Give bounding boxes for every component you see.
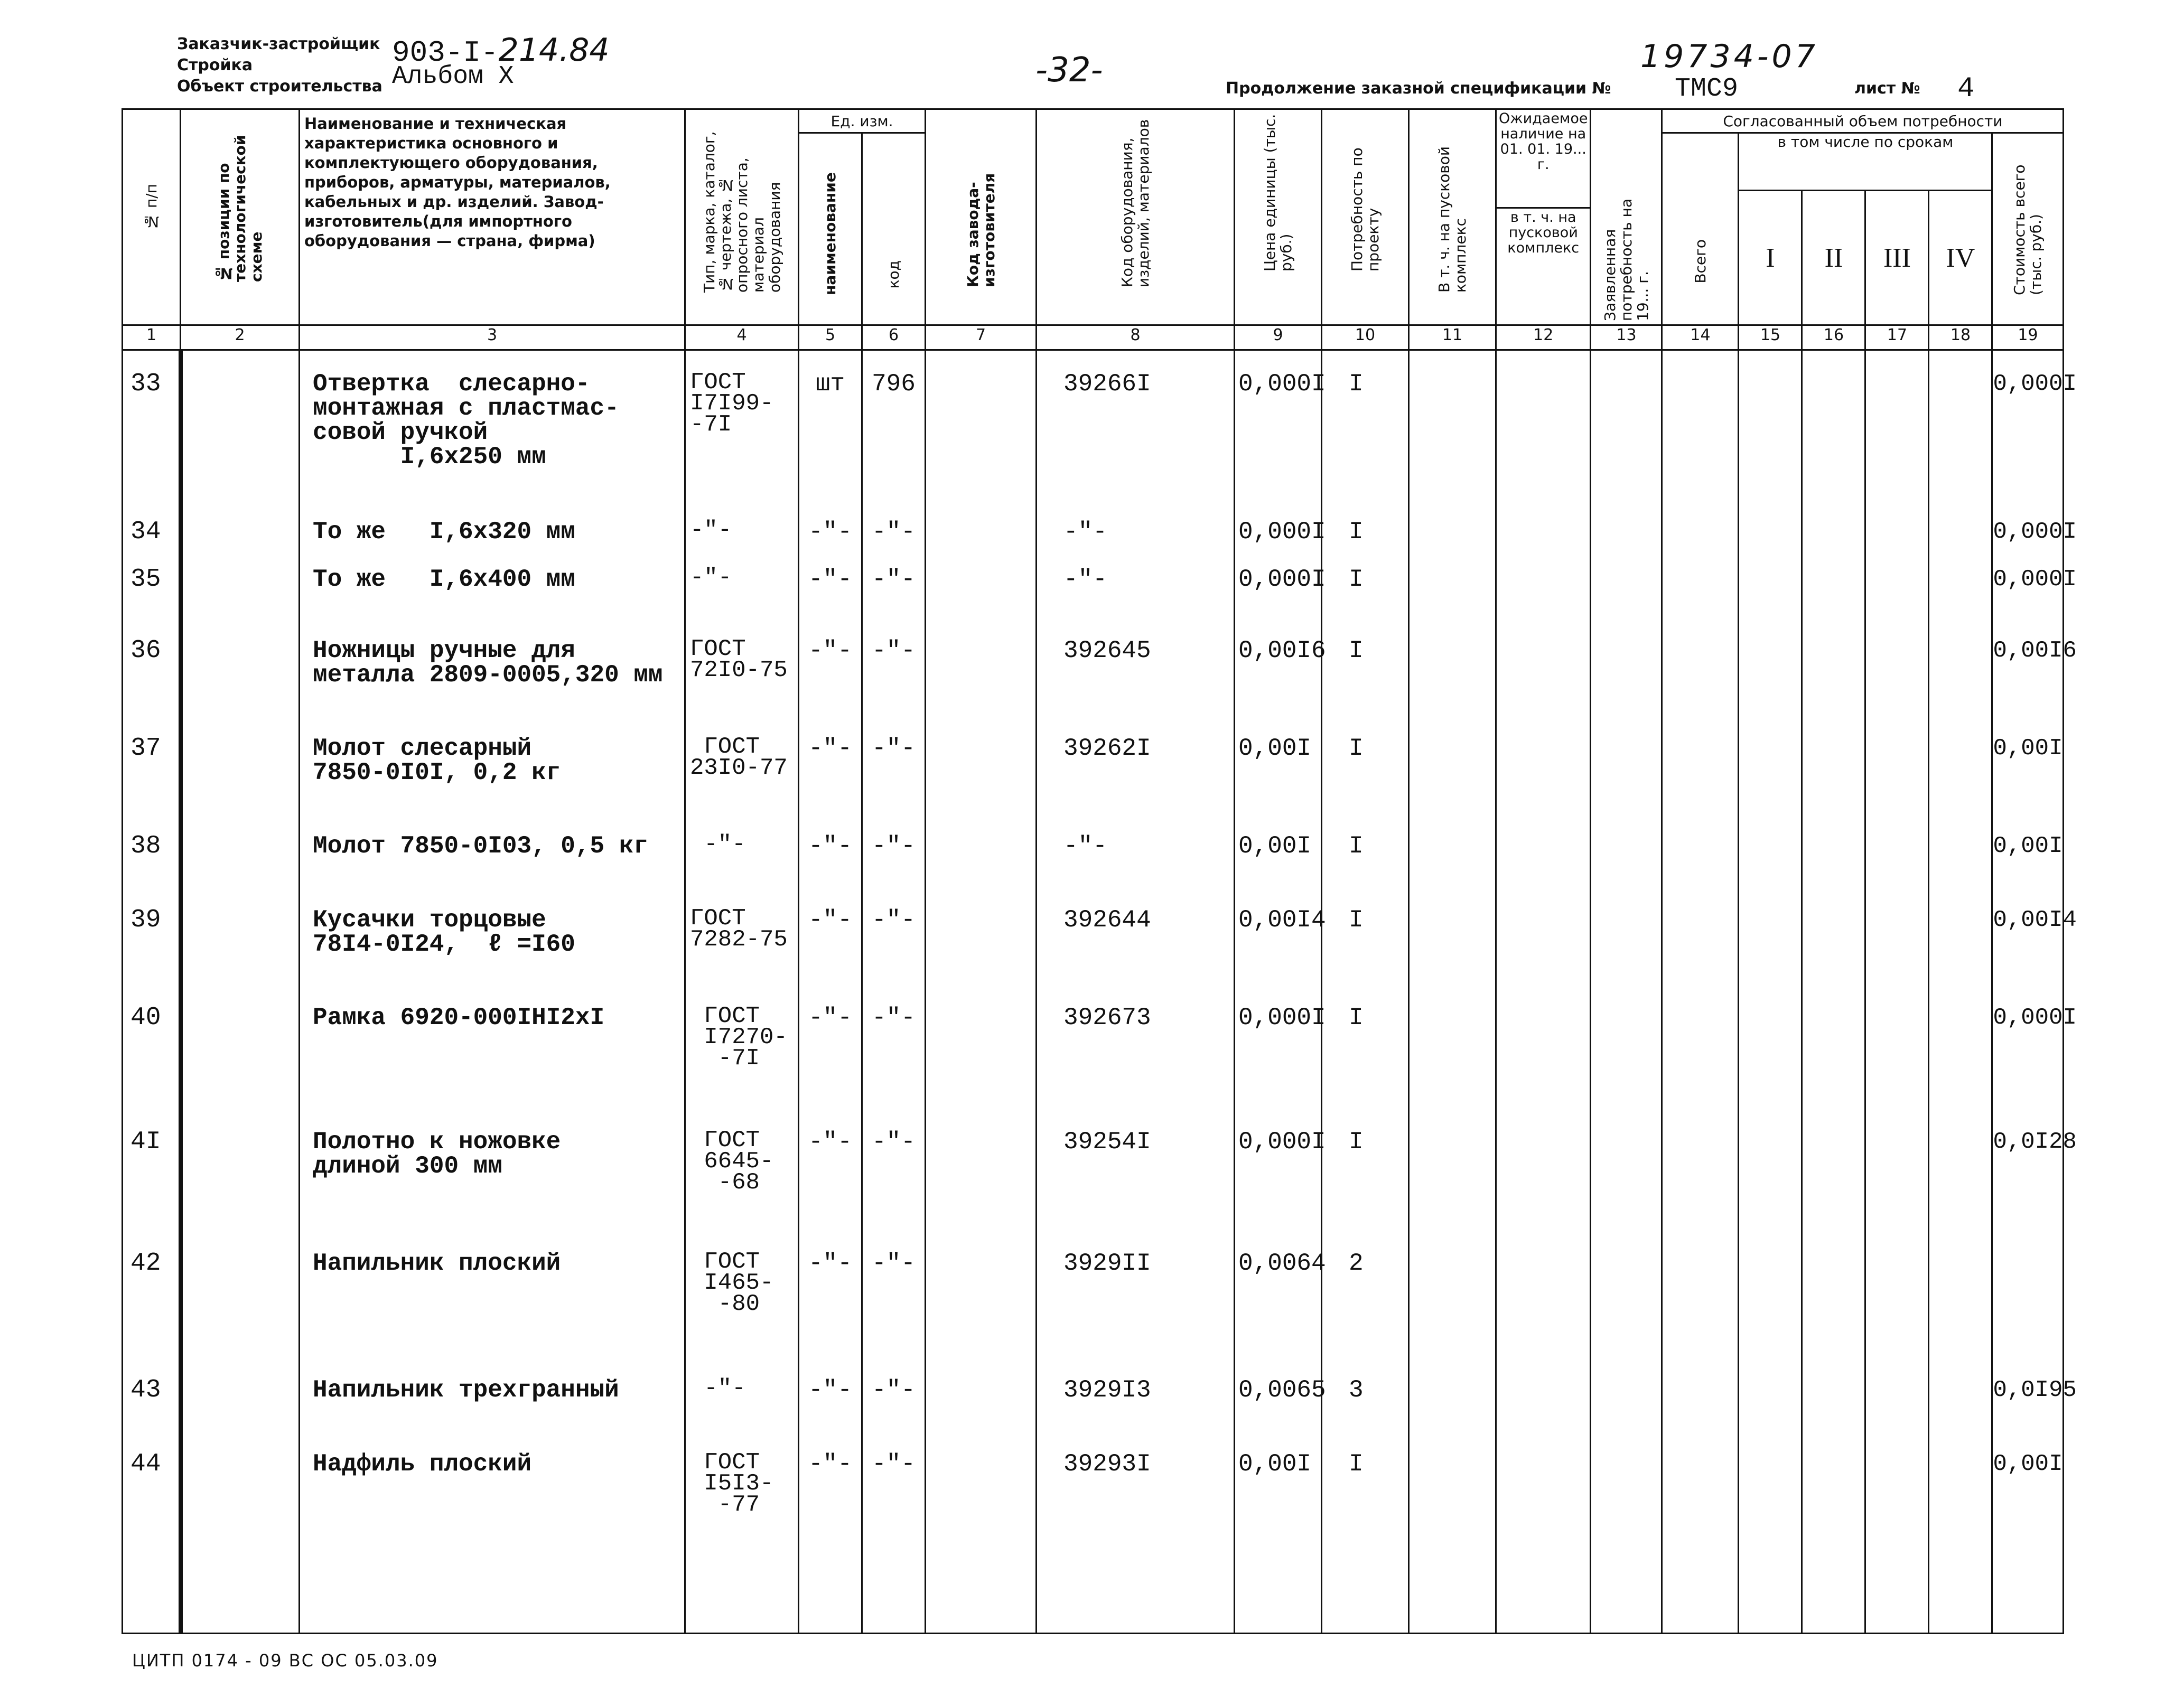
row-12-qty: I — [1349, 1450, 1364, 1478]
body-column-8 — [1037, 350, 1235, 1634]
footer-print-code: ЦИТП 0174 - 09 ВС ОС 05.03.09 — [132, 1651, 438, 1671]
col-header-9: Цена единицы (тыс. руб.) — [1235, 109, 1322, 325]
row-2-n: 34 — [130, 518, 161, 546]
row-5-item: 39262I — [1063, 735, 1151, 762]
row-3-price: 0,000I — [1238, 566, 1326, 593]
column-number-8: 8 — [1037, 325, 1235, 350]
row-6-gost: -"- — [690, 831, 746, 858]
row-7-n: 39 — [130, 906, 161, 934]
row-11-n: 43 — [130, 1376, 161, 1404]
project-code: 903-I-214.84 — [392, 32, 610, 70]
row-6-name: Молот 7850-0I03, 0,5 кг — [313, 832, 648, 860]
row-2-code: -"- — [872, 518, 916, 546]
row-9-code: -"- — [872, 1128, 916, 1156]
column-number-5: 5 — [799, 325, 862, 350]
col-header-1: № п/п — [123, 109, 181, 325]
body-column-14 — [1662, 350, 1739, 1634]
body-column-11 — [1409, 350, 1496, 1634]
col-header-11: В т. ч. на пусковой комплекс — [1409, 109, 1496, 325]
column-number-3: 3 — [300, 325, 685, 350]
row-10-n: 42 — [130, 1249, 161, 1278]
row-11-code: -"- — [872, 1376, 916, 1404]
row-7-code: -"- — [872, 906, 916, 934]
row-3-item: -"- — [1063, 566, 1107, 593]
row-4-cost: 0,00I6 — [1993, 637, 2077, 664]
row-10-gost: ГОСТ I465- -80 — [704, 1249, 774, 1317]
sheet-number: 4 — [1957, 73, 1975, 105]
row-5-n: 37 — [130, 734, 161, 763]
body-column-6 — [862, 350, 926, 1634]
body-column-18 — [1929, 350, 1992, 1634]
row-3-gost: -"- — [690, 565, 732, 591]
agreed-volume-group-header: Согласованный объем потребности — [1662, 109, 2064, 133]
row-3-cost: 0,000I — [1993, 566, 2077, 593]
row-11-price: 0,0065 — [1238, 1376, 1326, 1404]
row-1-item: 39266I — [1063, 370, 1151, 398]
col-header-8: Код оборудования, изделий, материалов — [1037, 109, 1235, 325]
body-column-13 — [1591, 350, 1662, 1634]
row-2-qty: I — [1349, 518, 1364, 546]
col-header-17: III — [1865, 191, 1929, 325]
body-column-10 — [1322, 350, 1409, 1634]
row-6-cost: 0,00I — [1993, 833, 2063, 859]
col-header-13: Заявленная потребность на 19... г. — [1591, 109, 1662, 325]
column-number-6: 6 — [862, 325, 926, 350]
object-label: Объект строительства — [177, 77, 382, 96]
body-column-15 — [1739, 350, 1802, 1634]
row-11-name: Напильник трехгранный — [313, 1376, 619, 1404]
body-column-7 — [926, 350, 1037, 1634]
column-number-13: 13 — [1591, 325, 1662, 350]
row-6-item: -"- — [1063, 832, 1107, 860]
row-7-price: 0,00I4 — [1238, 906, 1326, 934]
row-7-qty: I — [1349, 906, 1364, 934]
column-number-18: 18 — [1929, 325, 1992, 350]
col-header-6: код — [862, 133, 926, 325]
row-3-n: 35 — [130, 565, 161, 594]
column-number-7: 7 — [926, 325, 1037, 350]
row-10-name: Напильник плоский — [313, 1250, 561, 1277]
row-8-qty: I — [1349, 1004, 1364, 1032]
row-7-item: 392644 — [1063, 906, 1151, 934]
column-number-11: 11 — [1409, 325, 1496, 350]
row-11-qty: 3 — [1349, 1376, 1364, 1404]
row-1-gost: ГОСТ I7I99- -7I — [690, 369, 774, 438]
row-12-name: Надфиль плоский — [313, 1450, 532, 1478]
body-column-19 — [1992, 350, 2077, 1634]
row-9-item: 39254I — [1063, 1128, 1151, 1156]
row-11-unit: -"- — [808, 1376, 852, 1404]
row-8-name: Рамка 6920-000IHI2xI — [313, 1004, 605, 1032]
body-column-1 — [123, 350, 181, 1634]
row-10-unit: -"- — [808, 1250, 852, 1277]
body-column-2 — [181, 350, 300, 1634]
column-number-12: 12 — [1496, 325, 1591, 350]
row-10-price: 0,0064 — [1238, 1250, 1326, 1277]
row-9-gost: ГОСТ 6645- -68 — [704, 1127, 774, 1196]
row-5-code: -"- — [872, 735, 916, 762]
row-4-qty: I — [1349, 637, 1364, 664]
row-5-price: 0,00I — [1238, 735, 1312, 762]
row-3-code: -"- — [872, 566, 916, 593]
row-4-n: 36 — [130, 636, 161, 665]
row-1-code: 796 — [872, 370, 916, 398]
row-4-gost: ГОСТ 72I0-75 — [690, 636, 788, 683]
row-9-unit: -"- — [808, 1128, 852, 1156]
row-10-code: -"- — [872, 1250, 916, 1277]
row-9-price: 0,000I — [1238, 1128, 1326, 1156]
column-number-17: 17 — [1865, 325, 1929, 350]
row-9-qty: I — [1349, 1128, 1364, 1156]
body-column-16 — [1802, 350, 1865, 1634]
col-header-14: Всего — [1662, 133, 1739, 325]
row-12-gost: ГОСТ I5I3- -77 — [704, 1449, 774, 1518]
row-8-unit: -"- — [808, 1004, 852, 1032]
row-12-n: 44 — [130, 1450, 161, 1478]
row-11-item: 3929I3 — [1063, 1376, 1151, 1404]
row-4-item: 392645 — [1063, 637, 1151, 664]
row-5-qty: I — [1349, 735, 1364, 762]
site-label: Стройка — [177, 56, 253, 74]
album-label: Альбом X — [392, 62, 514, 91]
row-6-code: -"- — [872, 832, 916, 860]
row-7-gost: ГОСТ 7282-75 — [690, 905, 788, 953]
periods-group-header: в том числе по срокам — [1739, 133, 1992, 191]
row-11-cost: 0,0I95 — [1993, 1377, 2077, 1403]
row-12-code: -"- — [872, 1450, 916, 1478]
row-1-n: 33 — [130, 370, 161, 398]
row-4-name: Ножницы ручные для металла 2809-0005,320 мм — [313, 637, 663, 689]
row-2-price: 0,000I — [1238, 518, 1326, 546]
row-1-unit: шт — [815, 370, 845, 398]
row-5-gost: ГОСТ 23I0-77 — [690, 734, 788, 781]
col-header-7: Код завода-изготовителя — [926, 109, 1037, 325]
page-number: -32- — [1035, 51, 1103, 90]
row-12-unit: -"- — [808, 1450, 852, 1478]
column-number-row — [123, 325, 2064, 350]
customer-label: Заказчик-застройщик — [177, 35, 380, 53]
col-header-16: II — [1802, 191, 1865, 325]
row-1-price: 0,000I — [1238, 370, 1326, 398]
column-number-14: 14 — [1662, 325, 1739, 350]
row-12-cost: 0,00I — [1993, 1451, 2063, 1477]
row-3-name: То же I,6x400 мм — [313, 566, 575, 593]
column-number-9: 9 — [1235, 325, 1322, 350]
row-6-n: 38 — [130, 832, 161, 860]
col-header-2: № позиции по технологической схеме — [181, 109, 300, 325]
column-number-15: 15 — [1739, 325, 1802, 350]
col-header-18: IV — [1929, 191, 1992, 325]
col-header-3: Наименование и техническая характеристика основного и комплектующего оборудования, приборов, арматуры, материалов, кабельных и др. изделий. Завод-изготовитель(для импортного оборудования — страна, фирма) — [300, 109, 685, 325]
row-3-qty: I — [1349, 566, 1364, 593]
row-12-price: 0,00I — [1238, 1450, 1312, 1478]
col-header-19: Стоимость всего (тыс. руб.) — [1992, 133, 2064, 325]
row-1-qty: I — [1349, 370, 1364, 398]
col-header-5: наименование — [799, 133, 862, 325]
row-2-gost: -"- — [690, 517, 732, 543]
row-9-cost: 0,0I28 — [1993, 1129, 2077, 1155]
row-6-qty: I — [1349, 832, 1364, 860]
row-1-cost: 0,000I — [1993, 371, 2077, 397]
row-8-item: 392673 — [1063, 1004, 1151, 1032]
column-number-4: 4 — [685, 325, 799, 350]
row-5-unit: -"- — [808, 735, 852, 762]
body-column-4 — [685, 350, 799, 1634]
row-2-name: То же I,6x320 мм — [313, 518, 575, 546]
row-7-cost: 0,00I4 — [1993, 907, 2077, 933]
column-number-19: 19 — [1992, 325, 2064, 350]
row-8-gost: ГОСТ I7270- -7I — [704, 1003, 788, 1072]
row-8-n: 40 — [130, 1004, 161, 1032]
row-4-unit: -"- — [808, 637, 852, 664]
continuation-label: Продолжение заказной спецификации № — [1226, 79, 1611, 98]
spec-number: ТМС9 — [1675, 74, 1739, 104]
specification-table — [122, 108, 2077, 1634]
table-body — [123, 350, 2064, 1634]
row-4-code: -"- — [872, 637, 916, 664]
row-7-name: Кусачки торцовые 78I4-0I24, ℓ =I60 — [313, 906, 575, 958]
row-5-cost: 0,00I — [1993, 735, 2063, 762]
row-8-price: 0,000I — [1238, 1004, 1326, 1032]
col-header-12: Ожидаемое наличие на 01. 01. 19... г. в т. ч. на пусковой комплекс — [1496, 109, 1591, 325]
row-1-name: Отвертка слесарно- монтажная с пластмас- совой ручкой I,6x250 мм — [313, 370, 619, 471]
body-column-3 — [300, 350, 685, 1634]
column-number-16: 16 — [1802, 325, 1865, 350]
row-9-n: 4I — [130, 1128, 161, 1156]
col-header-15: I — [1739, 191, 1802, 325]
row-11-gost: -"- — [690, 1375, 746, 1402]
col-header-4: Тип, марка, каталог, № чертежа, № опросного листа, материал оборудования — [685, 109, 799, 325]
row-10-item: 3929II — [1063, 1250, 1151, 1277]
row-3-unit: -"- — [808, 566, 852, 593]
body-column-5 — [799, 350, 862, 1634]
row-8-code: -"- — [872, 1004, 916, 1032]
row-9-name: Полотно к ножовке длиной 300 мм — [313, 1128, 561, 1180]
row-6-unit: -"- — [808, 832, 852, 860]
row-10-qty: 2 — [1349, 1250, 1364, 1277]
col-header-10: Потребность по проекту — [1322, 109, 1409, 325]
column-number-10: 10 — [1322, 325, 1409, 350]
row-4-price: 0,00I6 — [1238, 637, 1326, 664]
row-2-unit: -"- — [808, 518, 852, 546]
units-group-header: Ед. изм. — [799, 109, 926, 133]
row-8-cost: 0,000I — [1993, 1005, 2077, 1031]
column-number-1: 1 — [123, 325, 181, 350]
column-number-2: 2 — [181, 325, 300, 350]
row-12-item: 39293I — [1063, 1450, 1151, 1478]
row-2-cost: 0,000I — [1993, 519, 2077, 545]
body-column-9 — [1235, 350, 1326, 1634]
row-7-unit: -"- — [808, 906, 852, 934]
sheet-label: лист № — [1854, 79, 1920, 98]
row-5-name: Молот слесарный 7850-0I0I, 0,2 кг — [313, 735, 561, 786]
document-number: 19734-07 — [1640, 38, 1818, 75]
row-2-item: -"- — [1063, 518, 1107, 546]
row-6-price: 0,00I — [1238, 832, 1312, 860]
body-column-17 — [1865, 350, 1929, 1634]
body-column-12 — [1496, 350, 1591, 1634]
